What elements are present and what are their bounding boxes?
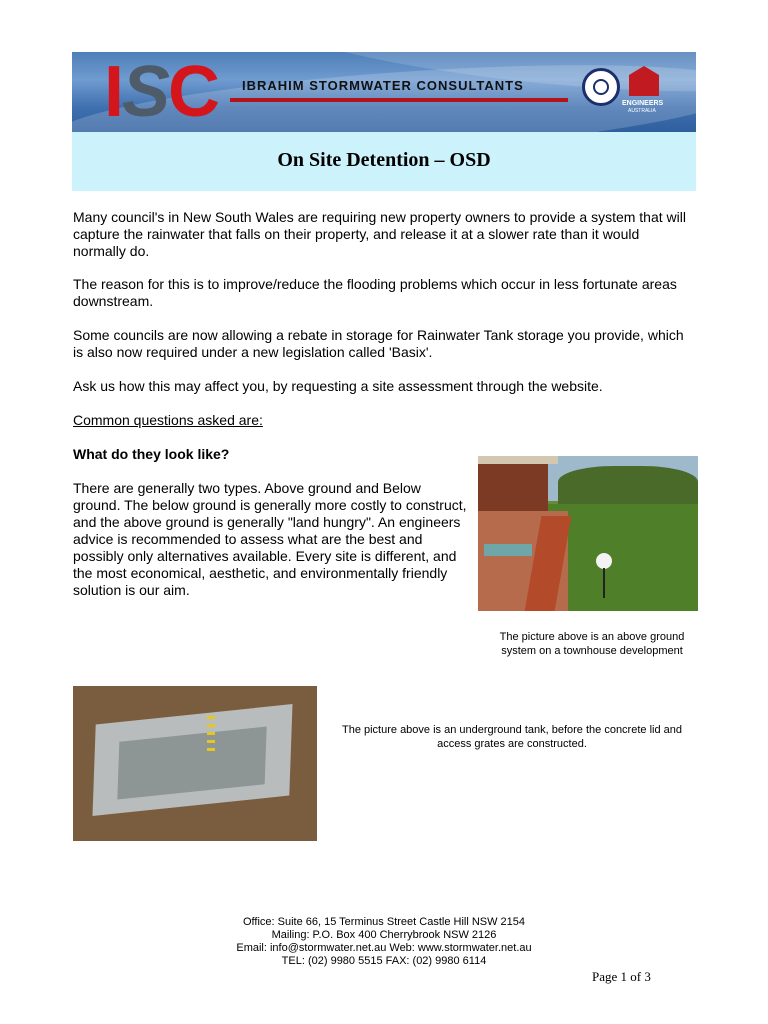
underground-tank-photo	[73, 686, 317, 841]
question-heading: What do they look like?	[73, 446, 230, 462]
paragraph: The reason for this is to improve/reduce the flooding problems which occur in less fortunate areas downstream.	[73, 276, 677, 309]
title-bar	[72, 132, 696, 191]
paragraph: Some councils are now allowing a rebate in storage for Rainwater Tank storage you provide, which is also now required under a new legislation called 'Basix'.	[73, 327, 684, 360]
common-questions-heading: Common questions asked are:	[73, 412, 263, 428]
paragraph: Many council's in New South Wales are requiring new property owners to provide a system that will capture the rainwater that falls on their property, and release it at a slower rate than it would normally do.	[73, 209, 686, 259]
engineers-sub-label: AUSTRALIA	[628, 108, 656, 114]
paragraph: Ask us how this may affect you, by requesting a site assessment through the website.	[73, 378, 603, 394]
photo-caption: The picture above is an above ground system on a townhouse development	[499, 631, 685, 657]
mailing-address: Mailing: P.O. Box 400 Cherrybrook NSW 2126	[271, 929, 497, 941]
answer-paragraph: There are generally two types. Above ground and Below ground. The below ground is generally more costly to construct, and the above ground is generally "land hungry". An engineers advice is recommended to assess what are the best and possibly only alternatives available. Every site is different, and the most economical, aesthetic, and environmentally friendly solution is our aim.	[73, 480, 467, 598]
association-seal-icon	[582, 68, 620, 106]
tel-fax: TEL: (02) 9980 5515 FAX: (02) 9980 6114	[281, 955, 487, 967]
email-web: Email: info@stormwater.net.au Web: www.stormwater.net.au	[236, 942, 532, 954]
office-address: Office: Suite 66, 15 Terminus Street Castle Hill NSW 2154	[242, 916, 526, 928]
page-title: On Site Detention – OSD	[277, 149, 491, 171]
company-name: IBRAHIM STORMWATER CONSULTANTS	[242, 78, 524, 93]
photo-caption: The picture above is an underground tank, before the concrete lid and access grates are constructed.	[341, 724, 682, 750]
header-banner	[72, 52, 696, 132]
engineers-label: ENGINEERS	[622, 100, 664, 107]
isc-logo: ISC	[104, 52, 219, 132]
page-number: Page 1 of 3	[592, 969, 651, 984]
divider-line	[230, 98, 568, 102]
above-ground-system-photo	[478, 456, 698, 611]
footer	[0, 916, 768, 968]
